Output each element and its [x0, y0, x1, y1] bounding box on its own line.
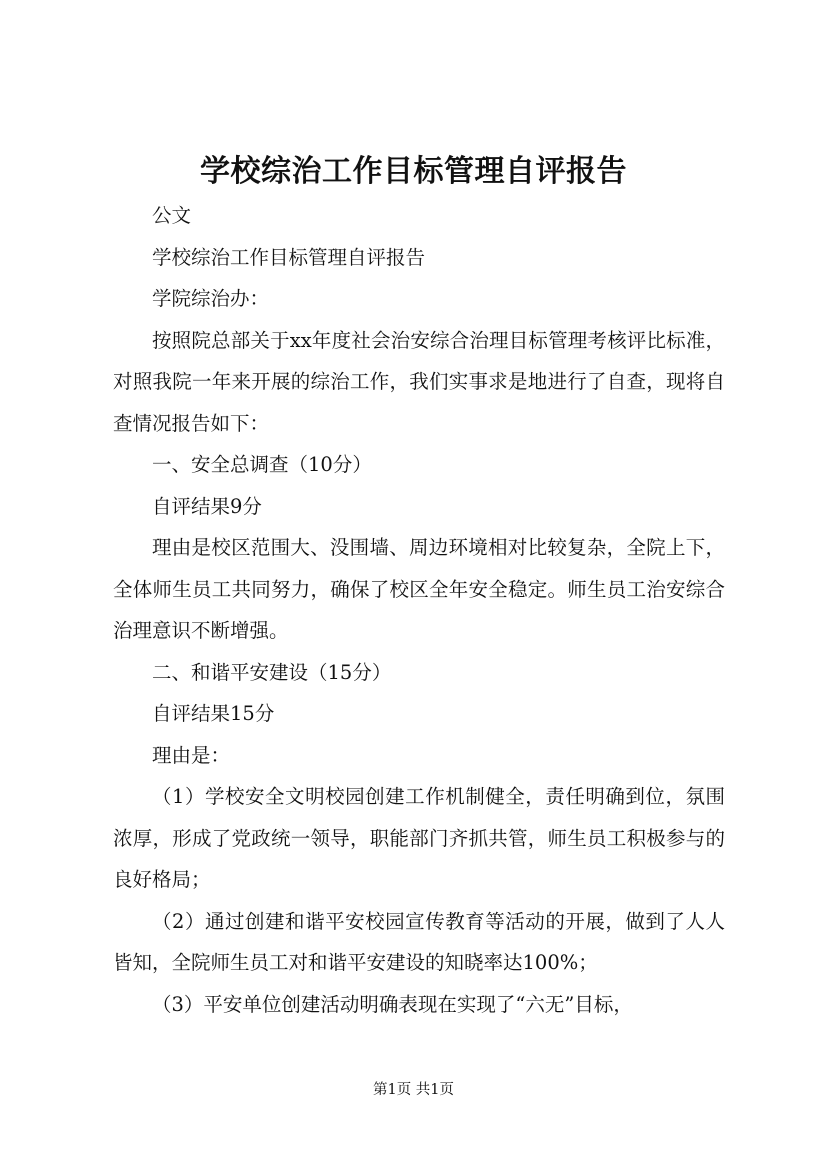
- document-body: [113, 195, 725, 1025]
- page-footer: 第1页 共1页: [372, 1082, 455, 1098]
- paragraph-safety-reason: 理由是校区范围大、没围墙、周边环境相对比较复杂，全院上下，全体师生员工共同努力，确保了校区全年安全稳定。师生员工治安综合治理意识不断增强。: [113, 536, 725, 642]
- section-heading-safety: 一、安全总调查（10分）: [152, 453, 372, 476]
- paragraph-harmony-reason-lead: 理由是：: [152, 743, 231, 767]
- section-heading-harmony: 二、和谐平安建设（15分）: [152, 660, 392, 684]
- paragraph-harmony-item-1: （1）学校安全文明校园创建工作机制健全，责任明确到位，氛围浓厚，形成了党政统一领导，职能部门齐抓共管，师生员工积极参与的良好格局；: [113, 785, 725, 891]
- paragraph-harmony-score: 自评结果15分: [152, 702, 275, 725]
- paragraph-harmony-item-2: （2）通过创建和谐平安校园宣传教育等活动的开展，做到了人人皆知，全院师生员工对和谐平安建设的知晓率达100%；: [113, 909, 725, 974]
- paragraph-doc-type: 公文: [152, 204, 192, 227]
- paragraph-report-name: 学校综治工作目标管理自评报告: [152, 245, 426, 269]
- paragraph-recipient: 学院综治办：: [152, 287, 270, 310]
- paragraph-harmony-item-3: （3）平安单位创建活动明确表现在实现了“六无”目标，: [152, 992, 633, 1016]
- paragraph-safety-score: 自评结果9分: [152, 494, 262, 518]
- paragraph-intro: 按照院总部关于xx年度社会治安综合治理目标管理考核评比标准，对照我院一年来开展的综治工作，我们实事求是地进行了自查，现将自查情况报告如下：: [113, 328, 725, 435]
- document-title: 学校综治工作目标管理自评报告: [200, 154, 627, 189]
